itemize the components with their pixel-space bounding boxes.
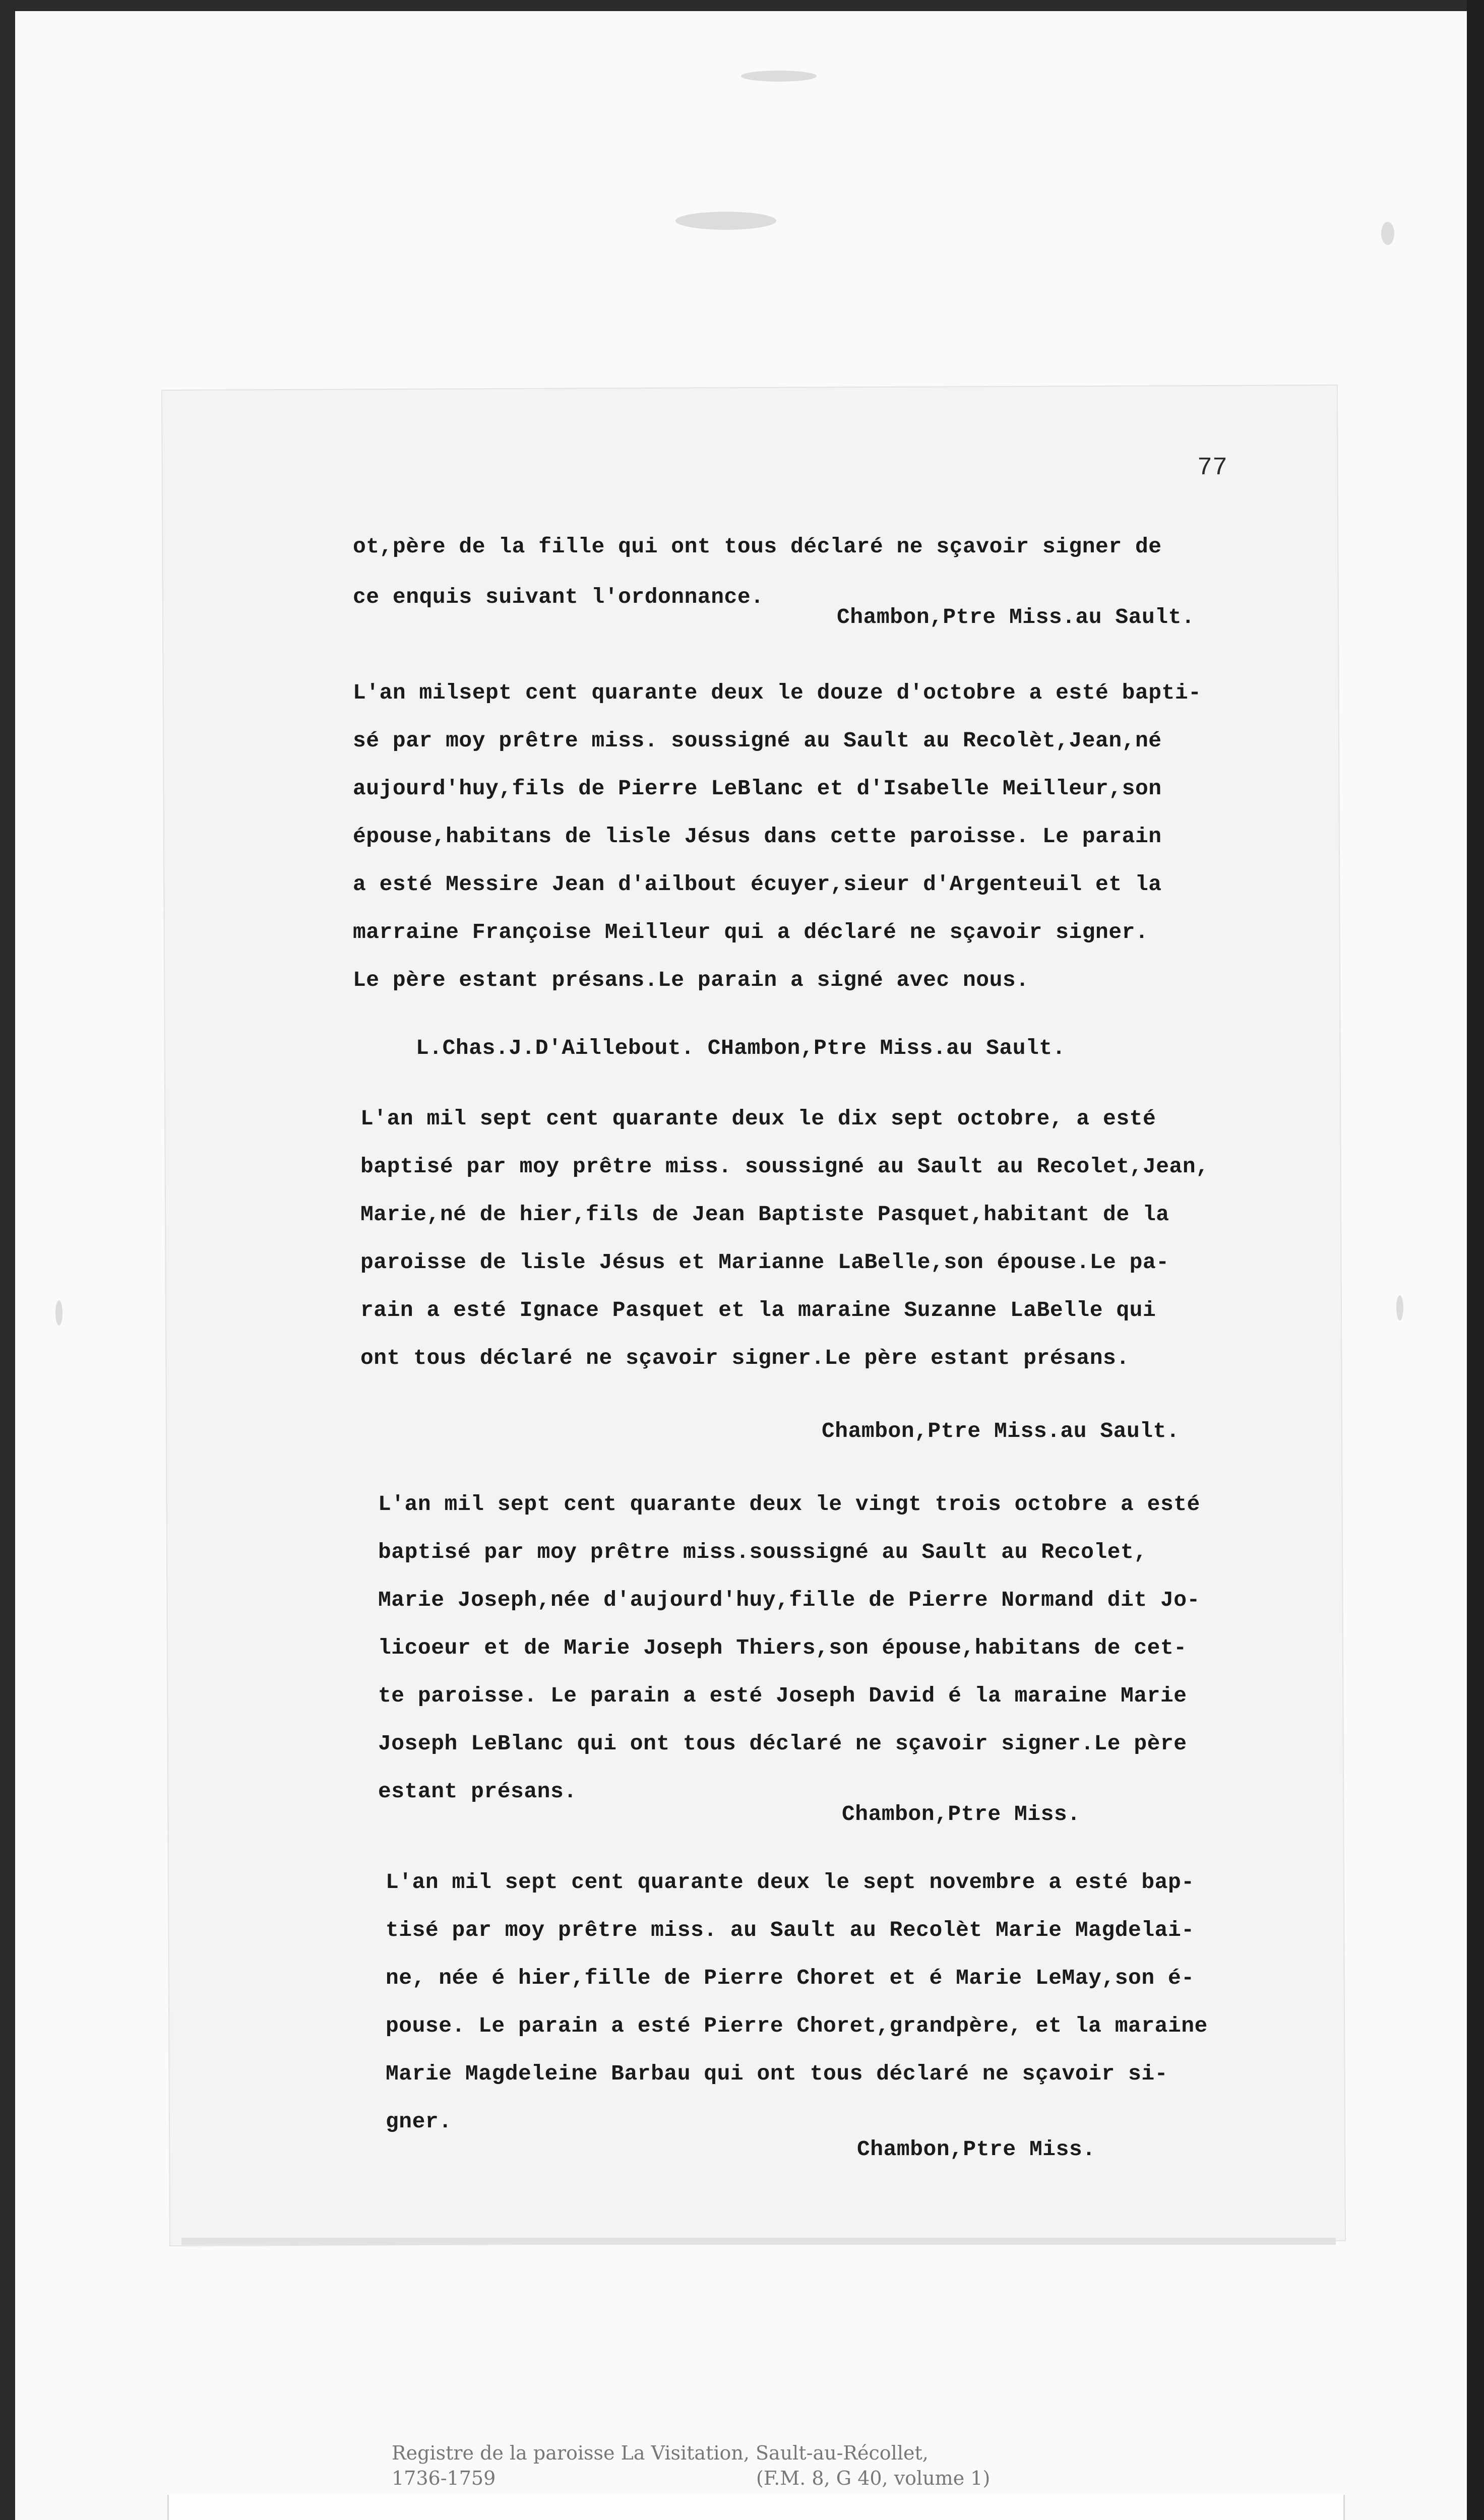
signature-line: Chambon,Ptre Miss.au Sault. <box>837 605 1195 629</box>
text-line: Marie,né de hier,fils de Jean Baptiste Pasquet,habitant de la <box>360 1202 1169 1227</box>
text-line: baptisé par moy prêtre miss. soussigné au Sault au Recolet,Jean, <box>360 1154 1209 1179</box>
film-edge-left <box>0 0 15 2520</box>
text-line: ne, née é hier,fille de Pierre Choret et é Marie LeMay,son é- <box>386 1966 1195 1990</box>
film-speck <box>55 1300 63 1326</box>
film-edge-right <box>1467 0 1484 2520</box>
signature-line: Chambon,Ptre Miss. <box>842 1802 1081 1826</box>
text-line: te paroisse. Le parain a esté Joseph David é la maraine Marie <box>378 1683 1187 1708</box>
signature-line: Chambon,Ptre Miss. <box>857 2137 1096 2162</box>
text-line: Marie Magdeleine Barbau qui ont tous déclaré ne sçavoir si- <box>386 2061 1168 2086</box>
text-line: Joseph LeBlanc qui ont tous déclaré ne sçavoir signer.Le père <box>378 1731 1187 1756</box>
text-line: licoeur et de Marie Joseph Thiers,son épouse,habitans de cet- <box>378 1635 1187 1660</box>
text-line: rain a esté Ignace Pasquet et la maraine Suzanne LaBelle qui <box>360 1298 1156 1322</box>
text-line: aujourd'huy,fils de Pierre LeBlanc et d'Isabelle Meilleur,son <box>353 776 1162 801</box>
page-number: 77 <box>1197 454 1228 482</box>
archive-caption-reference: (F.M. 8, G 40, volume 1) <box>756 2467 991 2489</box>
text-line: L'an mil sept cent quarante deux le sept novembre a esté bap- <box>386 1870 1195 1895</box>
text-line: paroisse de lisle Jésus et Marianne LaBelle,son épouse.Le pa- <box>360 1250 1169 1275</box>
text-line: tisé par moy prêtre miss. au Sault au Recolèt Marie Magdelai- <box>386 1918 1195 1942</box>
text-line: Le père estant présans.Le parain a signé avec nous. <box>353 968 1029 992</box>
text-line: épouse,habitans de lisle Jésus dans cette paroisse. Le parain <box>353 824 1162 849</box>
text-line: L'an milsept cent quarante deux le douze d'octobre a esté bapti- <box>353 680 1202 705</box>
text-line: sé par moy prêtre miss. soussigné au Sault au Recolèt,Jean,né <box>353 728 1162 753</box>
text-line: L'an mil sept cent quarante deux le vingt trois octobre a esté <box>378 1492 1200 1517</box>
text-line: L'an mil sept cent quarante deux le dix sept octobre, a esté <box>360 1106 1156 1131</box>
text-line: ot,père de la fille qui ont tous déclaré ne sçavoir signer de <box>353 534 1162 559</box>
text-line: ce enquis suivant l'ordonnance. <box>353 585 764 609</box>
text-line: pouse. Le parain a esté Pierre Choret,grandpère, et la maraine <box>386 2013 1208 2038</box>
film-speck <box>1396 1295 1403 1320</box>
film-speck <box>675 212 776 230</box>
text-line: Marie Joseph,née d'aujourd'huy,fille de Pierre Normand dit Jo- <box>378 1588 1200 1612</box>
signature-line: L.Chas.J.D'Aillebout. CHambon,Ptre Miss.au Sault. <box>416 1036 1066 1060</box>
film-edge-top <box>0 0 1484 11</box>
text-line: marraine Françoise Meilleur qui a déclaré ne sçavoir signer. <box>353 920 1149 944</box>
text-line: baptisé par moy prêtre miss.soussigné au Sault au Recolet, <box>378 1540 1147 1564</box>
film-speck <box>741 71 817 82</box>
text-line: estant présans. <box>378 1779 577 1804</box>
text-line: a esté Messire Jean d'ailbout écuyer,sieur d'Argenteuil et la <box>353 872 1162 897</box>
archives-label-box <box>167 2495 1345 2520</box>
film-speck <box>1381 222 1394 245</box>
text-line: ont tous déclaré ne sçavoir signer.Le père estant présans. <box>360 1346 1130 1370</box>
document-page-shadow <box>181 2238 1336 2245</box>
signature-line: Chambon,Ptre Miss.au Sault. <box>822 1419 1180 1443</box>
archive-caption-date: 1736-1759 <box>392 2467 496 2489</box>
text-line: gner. <box>386 2109 452 2134</box>
archive-caption-line1: Registre de la paroisse La Visitation, Sault-au-Récollet, <box>392 2442 929 2464</box>
